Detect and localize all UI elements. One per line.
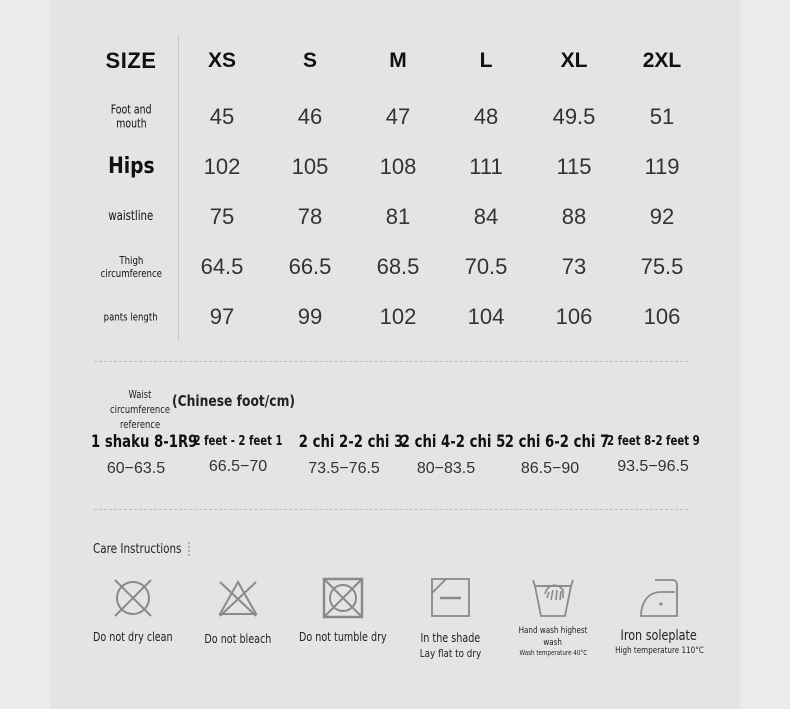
table-row bbox=[0, 192, 790, 242]
table-cell: 119 bbox=[644, 154, 680, 179]
table-cell: 64.5 bbox=[200, 254, 244, 279]
row-label-thigh: Thigh circumference bbox=[100, 253, 162, 280]
size-header-xl: XL bbox=[560, 49, 588, 72]
table-cell: 48 bbox=[473, 104, 499, 129]
table-cell: 106 bbox=[643, 304, 681, 329]
row-label-foot-mouth: Foot and mouth bbox=[110, 102, 152, 131]
table-row bbox=[0, 92, 790, 142]
care-item-no-tumble-dry: Do not tumble dry bbox=[278, 576, 408, 644]
waist-reference-column: 2 chi 2-2 chi 3 73.5−76.5 bbox=[298, 432, 404, 477]
table-cell: 68.5 bbox=[376, 254, 420, 279]
table-cell: 102 bbox=[379, 304, 417, 329]
table-cell: 75 bbox=[209, 204, 235, 229]
table-row bbox=[0, 292, 790, 342]
waist-reference-label: Waist circumference reference bbox=[109, 389, 171, 432]
waist-reference-column: 2 chi 4-2 chi 5 80−83.5 bbox=[400, 432, 506, 477]
table-cell: 105 bbox=[291, 154, 329, 179]
table-cell: 46 bbox=[297, 104, 323, 129]
row-label-waistline: waistline bbox=[108, 209, 154, 225]
table-cell: 88 bbox=[561, 204, 587, 229]
no-tumble-dry-icon bbox=[321, 576, 365, 620]
table-cell: 84 bbox=[473, 204, 499, 229]
table-cell: 47 bbox=[385, 104, 411, 129]
size-header-l: L bbox=[479, 49, 493, 72]
care-item-no-dry-clean: Do not dry clean bbox=[68, 576, 198, 644]
care-title: Care Instructions bbox=[93, 542, 182, 557]
table-cell: 102 bbox=[203, 154, 241, 179]
size-header-m: M bbox=[389, 49, 407, 72]
waist-reference-column: 2 feet 8-2 feet 9 93.5−96.5 bbox=[606, 434, 700, 475]
care-item-no-bleach: Do not bleach bbox=[173, 576, 303, 646]
row-label-pants-length: pants length bbox=[103, 310, 159, 324]
waist-reference-column: 2 chi 6-2 chi 7 86.5−90 bbox=[504, 432, 610, 477]
table-cell: 108 bbox=[379, 154, 417, 179]
size-header-s: S bbox=[302, 49, 317, 72]
table-header-row bbox=[0, 36, 790, 86]
table-cell: 92 bbox=[649, 204, 675, 229]
table-cell: 106 bbox=[555, 304, 593, 329]
table-cell: 99 bbox=[297, 304, 323, 329]
care-item-hand-wash: Hand wash highest wash Wash temperature 40°C bbox=[488, 576, 618, 657]
table-cell: 45 bbox=[209, 104, 235, 129]
care-item-iron: Iron soleplate High temperature 110°C bbox=[594, 576, 724, 656]
table-row bbox=[0, 242, 790, 292]
size-header-2xl: 2XL bbox=[642, 49, 682, 72]
table-cell: 81 bbox=[385, 204, 411, 229]
table-cell: 111 bbox=[469, 154, 503, 179]
hand-wash-icon bbox=[529, 576, 577, 620]
table-cell: 75.5 bbox=[640, 254, 684, 279]
size-header-xs: XS bbox=[207, 49, 236, 72]
table-cell: 73 bbox=[561, 254, 587, 279]
section-divider bbox=[94, 361, 688, 362]
waist-reference-unit: (Chinese foot/cm) bbox=[172, 392, 296, 410]
waist-reference-column: 1 shaku 8-1R9 60−63.5 bbox=[91, 432, 198, 477]
table-cell: 78 bbox=[297, 204, 323, 229]
table-cell: 104 bbox=[467, 304, 505, 329]
waist-reference-column: 2 feet - 2 feet 1 66.5−70 bbox=[193, 434, 283, 475]
size-header-label: SIZE bbox=[105, 47, 157, 73]
table-cell: 66.5 bbox=[288, 254, 332, 279]
care-item-dry-flat-shade: In the shade Lay flat to dry bbox=[385, 576, 515, 660]
no-bleach-icon bbox=[216, 576, 260, 620]
no-dry-clean-icon bbox=[111, 576, 155, 620]
decorative-dots bbox=[188, 542, 190, 556]
table-cell: 115 bbox=[556, 154, 592, 179]
table-cell: 97 bbox=[209, 304, 235, 329]
dry-flat-in-shade-icon bbox=[428, 576, 472, 620]
row-label-hips: Hips bbox=[107, 153, 155, 179]
table-row bbox=[0, 142, 790, 192]
section-divider bbox=[94, 509, 688, 510]
table-cell: 70.5 bbox=[464, 254, 508, 279]
table-cell: 51 bbox=[649, 104, 675, 129]
table-cell: 49.5 bbox=[552, 104, 596, 129]
iron-icon bbox=[637, 576, 681, 620]
